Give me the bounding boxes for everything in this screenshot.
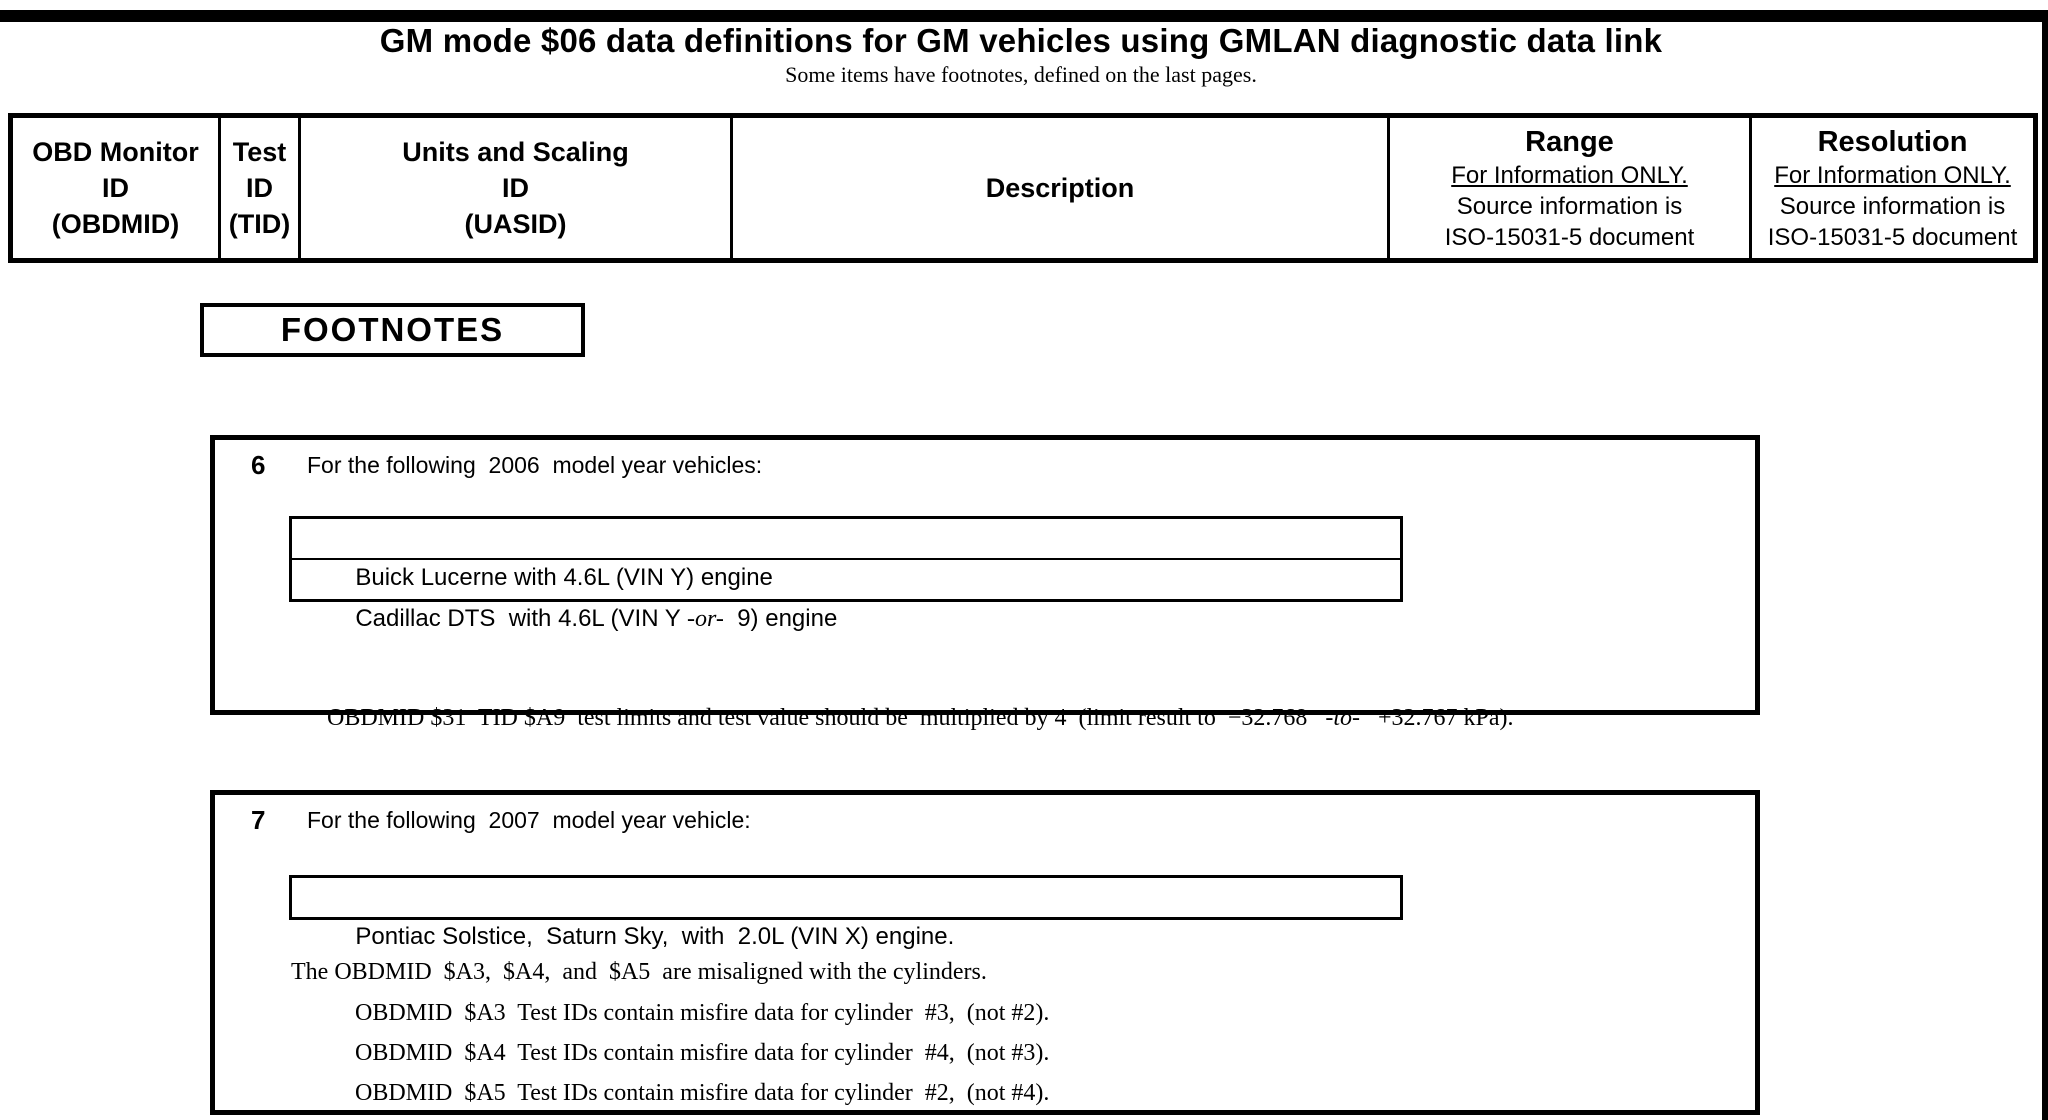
footnote-7-detail-lines [355, 993, 1049, 1113]
footnote-7-detail-line: OBDMID $A5 Test IDs contain misfire data for cylinder #2, (not #4). [355, 1080, 1050, 1106]
column-header-range [1390, 118, 1752, 258]
column-header-line: Test [232, 137, 287, 167]
footnote-note-text: OBDMID $31 TID $A9 test limits and test value should be multiplied by 4 (limit result to −32.768 [327, 705, 1326, 731]
column-header-note: Source information is [1779, 192, 2006, 220]
footnote-6-number: 6 [251, 450, 266, 480]
vehicle-text-italic: -or- [687, 606, 724, 632]
footnote-7-vehicle-table [289, 875, 1403, 950]
column-header-description [733, 118, 1390, 258]
definitions-table-header [8, 113, 2038, 263]
page-right-rule [2042, 10, 2048, 1120]
column-header-line: ID [502, 173, 529, 203]
column-header-note: For Information ONLY. [1774, 161, 2011, 189]
column-header-note: ISO-15031-5 document [1767, 223, 2018, 251]
column-header-units-scaling-id [301, 118, 733, 258]
column-header-line: Range [1525, 125, 1614, 158]
vehicle-text: Buick Lucerne with 4.6L (VIN Y) engine [355, 564, 773, 591]
column-header-line: Description [985, 173, 1135, 203]
footnote-7-box [210, 790, 1760, 1115]
column-header-test-id [221, 118, 301, 258]
vehicle-row [292, 878, 1400, 950]
vehicle-row [292, 519, 1400, 591]
footnote-6-note [291, 678, 1514, 759]
page-subtitle: Some items have footnotes, defined on the last pages. [785, 62, 1257, 87]
footnote-7-number: 7 [251, 805, 266, 835]
column-header-resolution [1752, 118, 2033, 258]
column-header-line: (OBDMID) [51, 209, 180, 239]
footnote-note-text: +32.767 kPa). [1360, 705, 1514, 731]
column-header-line: ID [246, 173, 273, 203]
vehicle-text: Pontiac Solstice, Saturn Sky, with 2.0L (VIN X) engine. [355, 923, 955, 950]
footnote-note-text-italic: -to- [1325, 705, 1361, 731]
footnote-6-header: For the following 2006 model year vehicles: [307, 452, 763, 478]
footnote-7-intro: The OBDMID $A3, $A4, and $A5 are misaligned with the cylinders. [291, 959, 987, 985]
column-header-line: (UASID) [464, 209, 567, 239]
vehicle-text: 9) engine [723, 605, 838, 632]
column-header-note: Source information is [1456, 192, 1683, 220]
footnote-7-detail-line: OBDMID $A3 Test IDs contain misfire data for cylinder #3, (not #2). [355, 1000, 1050, 1026]
column-header-line: ID [102, 173, 129, 203]
column-header-line: OBD Monitor [32, 137, 199, 167]
footnote-6-vehicle-table [289, 516, 1403, 632]
page-title: GM mode $06 data definitions for GM vehicles using GMLAN diagnostic data link [379, 22, 1663, 59]
vehicle-text: Cadillac DTS with 4.6L (VIN Y [355, 605, 688, 632]
footnote-6-box [210, 435, 1760, 731]
column-header-line: Resolution [1817, 125, 1968, 158]
column-header-line: (TID) [228, 209, 291, 239]
footnotes-heading-box [200, 303, 585, 357]
column-header-line: Units and Scaling [402, 137, 629, 167]
column-header-note: For Information ONLY. [1451, 161, 1688, 189]
footnote-7-detail-line: OBDMID $A4 Test IDs contain misfire data for cylinder #4, (not #3). [355, 1040, 1050, 1066]
footnotes-heading: FOOTNOTES [280, 311, 505, 348]
column-header-obd-monitor-id [13, 118, 221, 258]
footnote-7-header: For the following 2007 model year vehicle: [307, 807, 751, 833]
column-header-note: ISO-15031-5 document [1444, 223, 1695, 251]
page-top-rule [0, 10, 2048, 22]
